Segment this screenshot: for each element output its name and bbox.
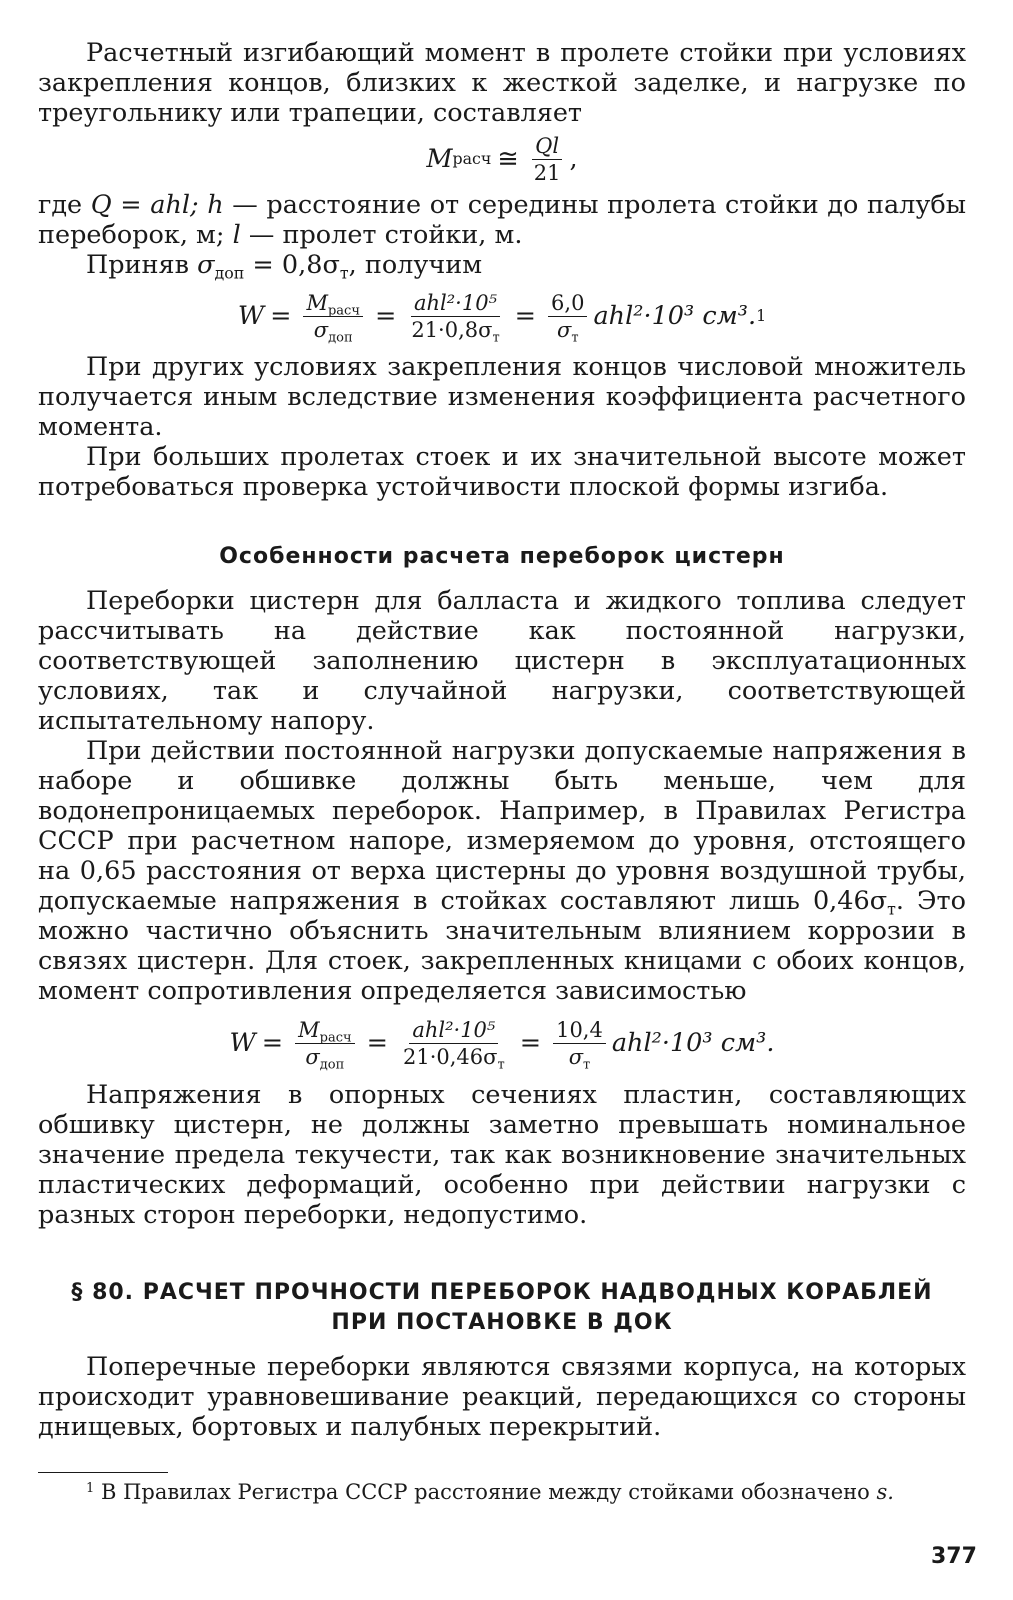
- paragraph-3: Приняв $\sigma_{доп} = 0,8\sigma_т$, получим: [86, 250, 483, 283]
- paragraph-6: Переборки цистерн для балласта и жидкого топлива следует рассчитывать на действие как постоянной нагрузки, соответствующей заполнению цистерн в эксплуатационных условиях, так и случайной нагрузки, соответствующей испытательному напору.: [38, 586, 966, 736]
- page-number: 377: [931, 1544, 977, 1569]
- document-page: [38, 38, 966, 1505]
- paragraph-9: Поперечные переборки являются связями корпуса, на которых происходит уравновешивание реакций, передающихся со стороны днищевых, бортовых и палубных перекрытий.: [38, 1352, 966, 1442]
- formula-m-design: M расч ≅ $\frac{Ql}{21}$ ,: [426, 133, 578, 185]
- paragraph-7: При действии постоянной нагрузки допускаемые напряжения в наборе и обшивке должны быть меньше, чем для водонепроницаемых переборок. Например, в Правилах Регистра СССР при расчетном напоре, измеряемом до уровня, отстоящего на 0,65 расстояния от верха цистерны до уровня воздушной трубы, допускаемые напряжения в стойках составляют лишь $0,46\sigma_т$. Это можно частично объяснить значительным влиянием коррозии в связях цистерн. Для стоек, закрепленных кницами с обоих концов, момент сопротивления определяется зависимостью: [38, 736, 967, 1006]
- paragraph-2: где Q = ahl; h — расстояние от середины пролета стойки до палубы переборок, м; l — пролет стойки, м.: [38, 190, 966, 250]
- section-heading-tanks: Особенности расчета переборок цистерн: [219, 544, 785, 569]
- paragraph-4: При других условиях закрепления концов числовой множитель получается иным вследствие изменения коэффициента расчетного момента.: [38, 352, 966, 442]
- paragraph-5: При больших пролетах стоек и их значительной высоте может потребоваться проверка устойчивости плоской формы изгиба.: [38, 442, 966, 502]
- footnote: $^1$ В Правилах Регистра СССР расстояние между стойками обозначено s.: [86, 1480, 894, 1504]
- paragraph-8: Напряжения в опорных сечениях пластин, составляющих обшивку цистерн, не должны заметно превышать номинальное значение предела текучести, так как возникновение значительных пластических деформаций, особенно при действии нагрузки с разных сторон переборки, недопустимо.: [38, 1080, 966, 1230]
- formula-w-tank: W = $\frac{M_{расч}}{\sigma_{доп}}$ = $\frac{\text{ahl²·10⁵}}{21\cdot 0,46\sigma_т}$ = $\frac{10,4}{\sigma_т}$ ahl²·10³ см³.: [229, 1017, 775, 1073]
- section-heading-80-line2: ПРИ ПОСТАНОВКЕ В ДОК: [331, 1310, 673, 1335]
- paragraph-1: Расчетный изгибающий момент в пролете стойки при условиях закрепления концов, близких к жесткой заделке, и нагрузке по треугольнику или трапеции, составляет: [38, 38, 966, 128]
- formula-w-bulkhead: W = $\frac{M_{расч}}{\sigma_{доп}}$ = $\frac{\text{ahl²·10⁵}}{21\cdot 0,8\sigma_т}$ = $\frac{6,0}{\sigma_т}$ ahl²·10³ см³. 1: [237, 290, 767, 346]
- section-heading-80-line1: § 80. РАСЧЕТ ПРОЧНОСТИ ПЕРЕБОРОК НАДВОДНЫХ КОРАБЛЕЙ: [71, 1280, 933, 1305]
- footnote-rule: [38, 1472, 168, 1473]
